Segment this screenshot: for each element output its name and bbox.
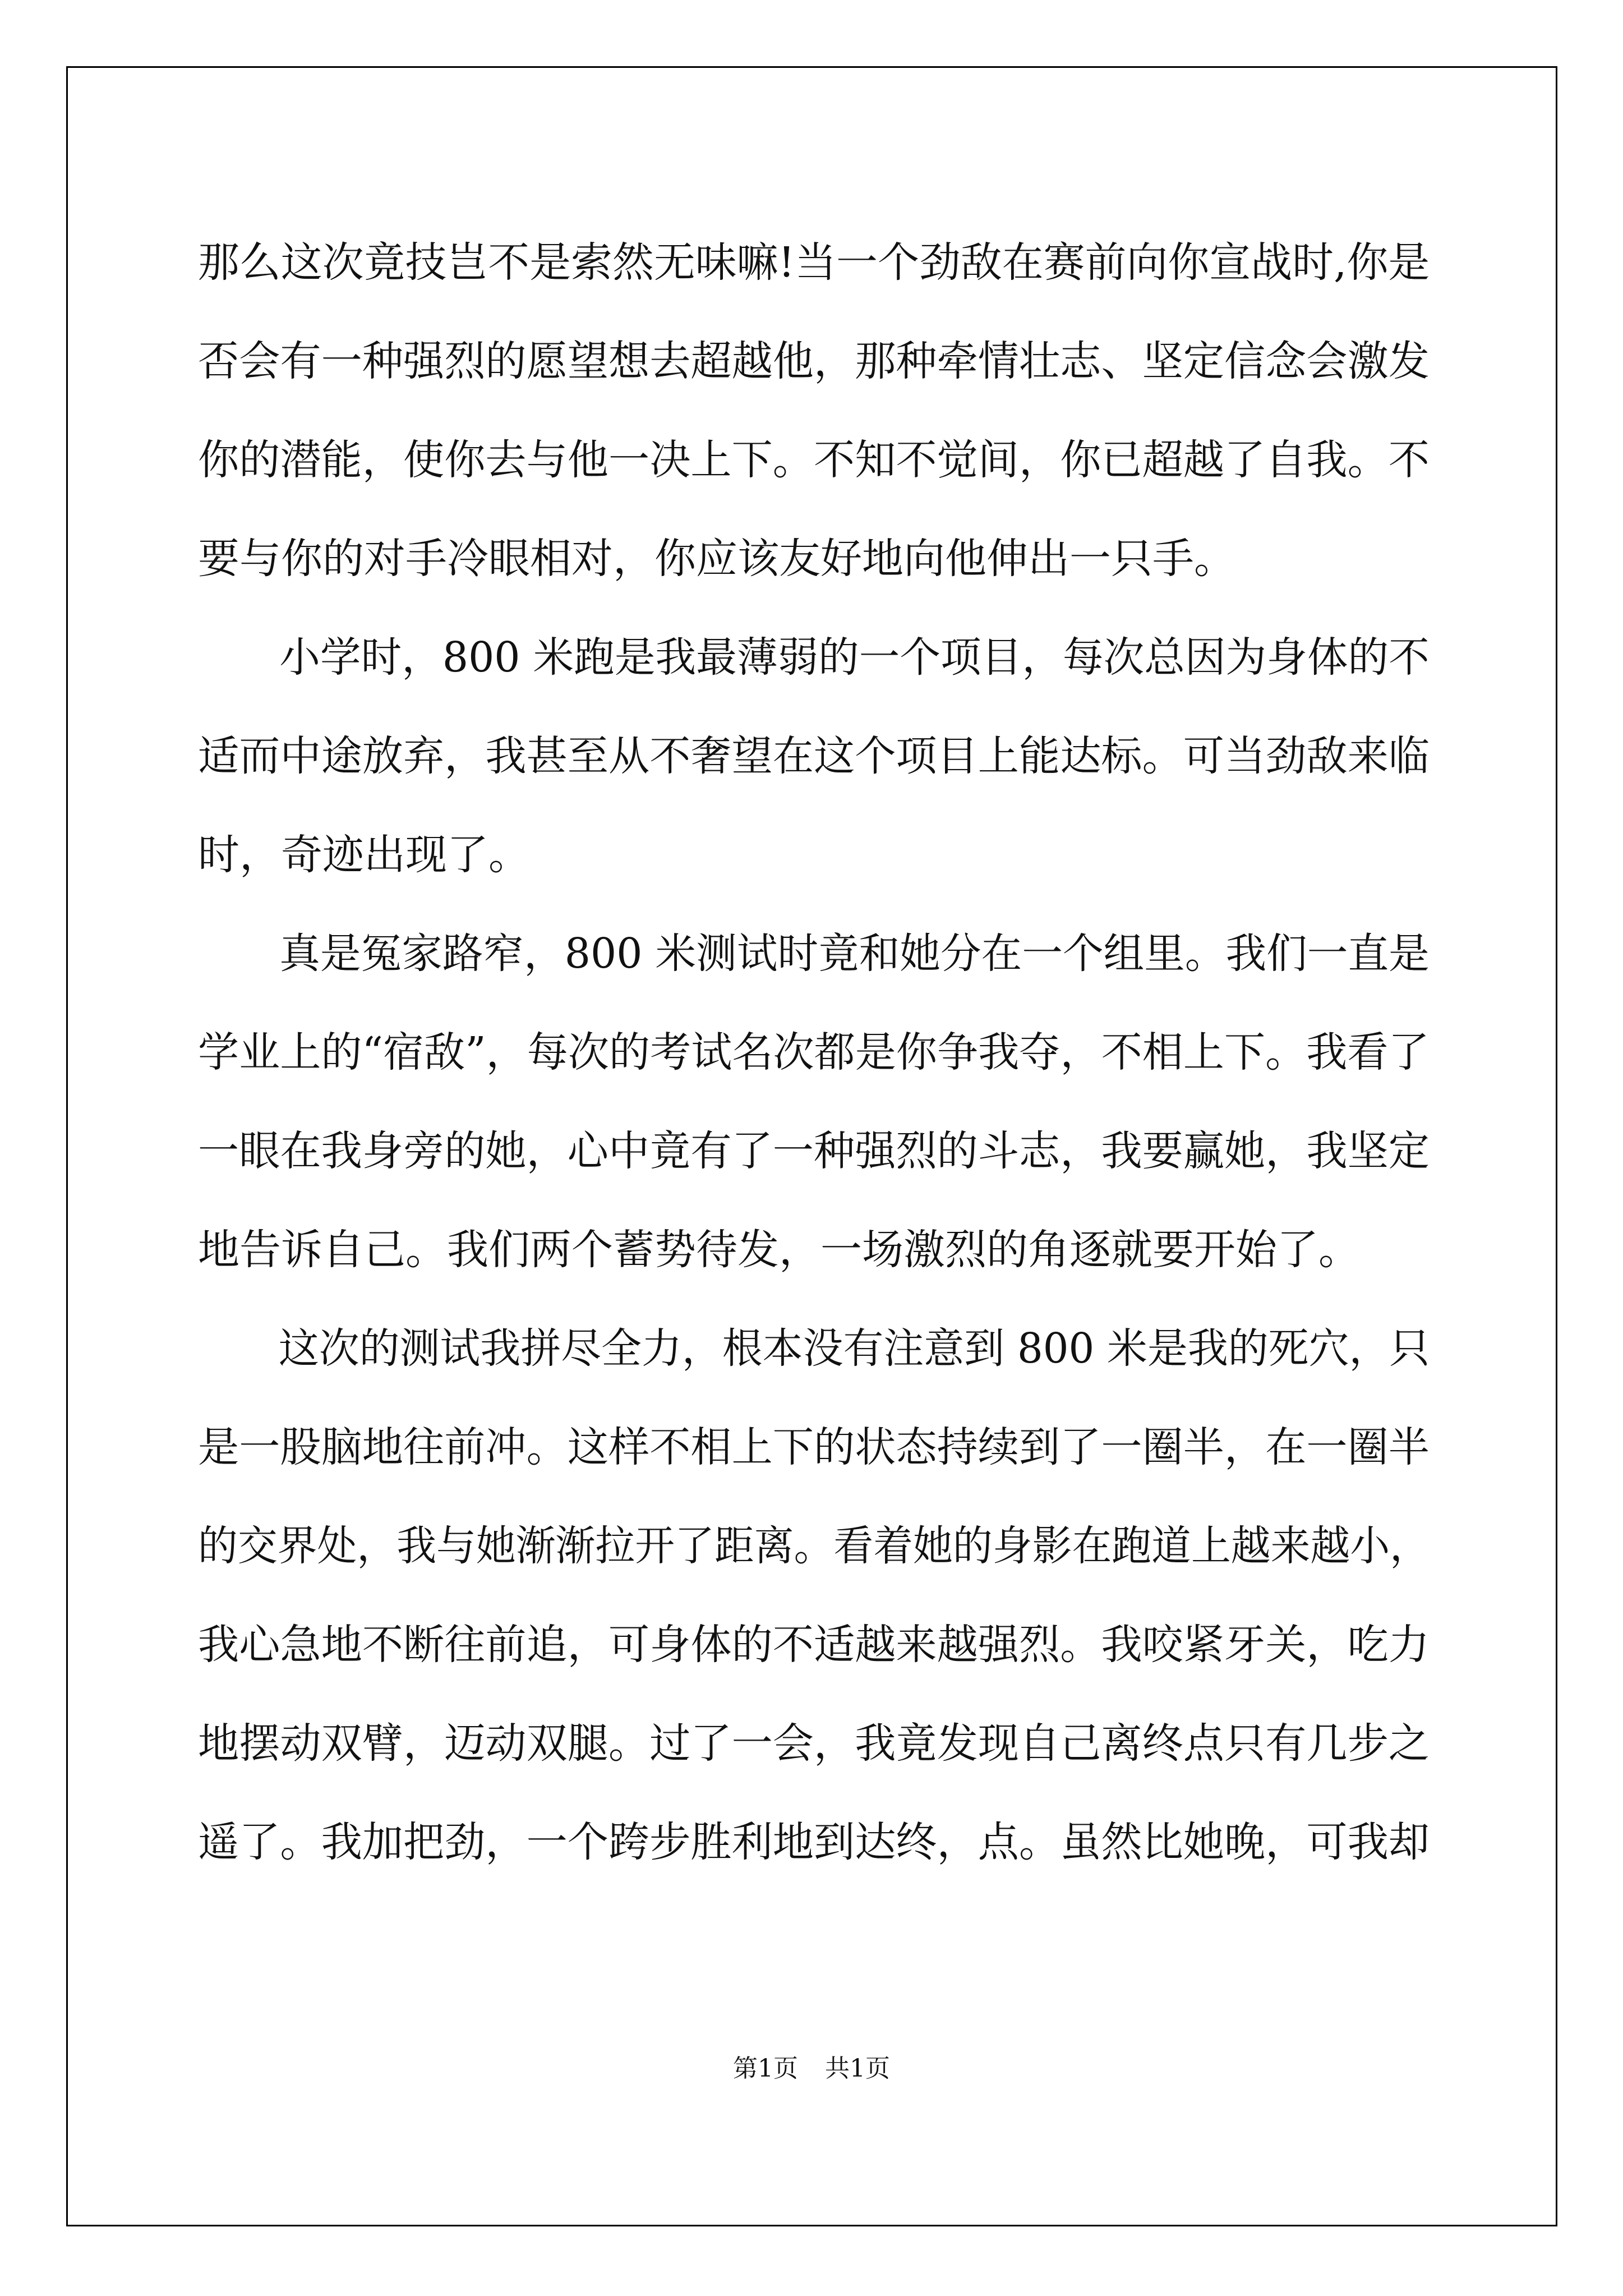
text-line: 这次的测试我拼尽全力，根本没有注意到 800 米是我的死穴，只 [198,1324,1430,1373]
text-line: 否会有一种强烈的愿望想去超越他，那种牵情壮志、坚定信念会激发 [198,337,1430,385]
page-number: 第1页 [733,2054,798,2083]
text-line: 学业上的“宿敌”，每次的考试名次都是你争我夺，不相上下。我看了 [198,1028,1430,1076]
text-line: 的交界处，我与她渐渐拉开了距离。看着她的身影在跑道上越来越小， [198,1522,1430,1570]
text-line: 是一股脑地往前冲。这样不相上下的状态持续到了一圈半，在一圈半 [198,1423,1430,1471]
page-total: 共1页 [825,2054,890,2083]
text-line: 时，奇迹出现了。 [198,831,530,879]
page-footer [0,2052,1623,2086]
text-line: 一眼在我身旁的她，心中竟有了一种强烈的斗志，我要赢她，我坚定 [198,1127,1430,1175]
text-line: 地摆动双臂，迈动双腿。过了一会，我竟发现自己离终点只有几步之 [198,1719,1430,1768]
text-line: 真是冤家路窄，800 米测试时竟和她分在一个组里。我们一直是 [198,930,1430,978]
text-line: 小学时，800 米跑是我最薄弱的一个项目，每次总因为身体的不 [198,633,1430,682]
document-body [198,213,1430,1892]
text-line: 要与你的对手冷眼相对，你应该友好地向他伸出一只手。 [198,535,1235,583]
text-line: 我心急地不断往前追，可身体的不适越来越强烈。我咬紧牙关，吃力 [198,1621,1430,1669]
text-line: 遥了。我加把劲，一个跨步胜利地到达终，点。虽然比她晚，可我却 [198,1818,1430,1866]
text-line: 那么这次竟技岂不是索然无味嘛!当一个劲敌在赛前向你宣战时,你是 [198,238,1430,287]
text-line: 你的潜能，使你去与他一决上下。不知不觉间，你已超越了自我。不 [198,436,1430,484]
text-line: 适而中途放弃，我甚至从不奢望在这个项目上能达标。可当劲敌来临 [198,732,1430,780]
text-line: 地告诉自己。我们两个蓄势待发，一场激烈的角逐就要开始了。 [198,1226,1360,1274]
